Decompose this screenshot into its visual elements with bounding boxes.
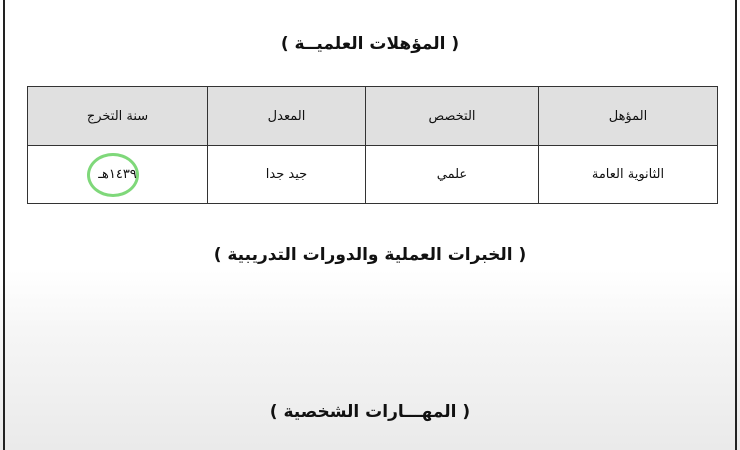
heading-personal-skills: ( المهـــارات الشخصية )	[269, 402, 471, 422]
cell-degree: الثانوية العامة	[539, 146, 718, 204]
header-degree: المؤهل	[539, 87, 718, 146]
header-grade: المعدل	[208, 87, 366, 146]
heading-qualifications: ( المؤهلات العلميــة )	[280, 34, 460, 54]
page-border-right	[735, 0, 737, 450]
table-header-row	[28, 87, 718, 146]
cell-graduation-year: ١٤٣٩هـ	[98, 167, 137, 182]
header-graduation-year: سنة التخرج	[28, 87, 208, 146]
cell-grade: جيد جدا	[208, 146, 366, 204]
qualifications-table	[27, 86, 718, 204]
table-row	[28, 146, 718, 204]
page-border-left	[3, 0, 5, 450]
cell-major: علمي	[366, 146, 539, 204]
heading-experience-courses: ( الخبرات العملية والدورات التدريبية )	[213, 245, 527, 265]
cell-graduation-year-wrapper	[28, 146, 208, 204]
header-major: التخصص	[366, 87, 539, 146]
